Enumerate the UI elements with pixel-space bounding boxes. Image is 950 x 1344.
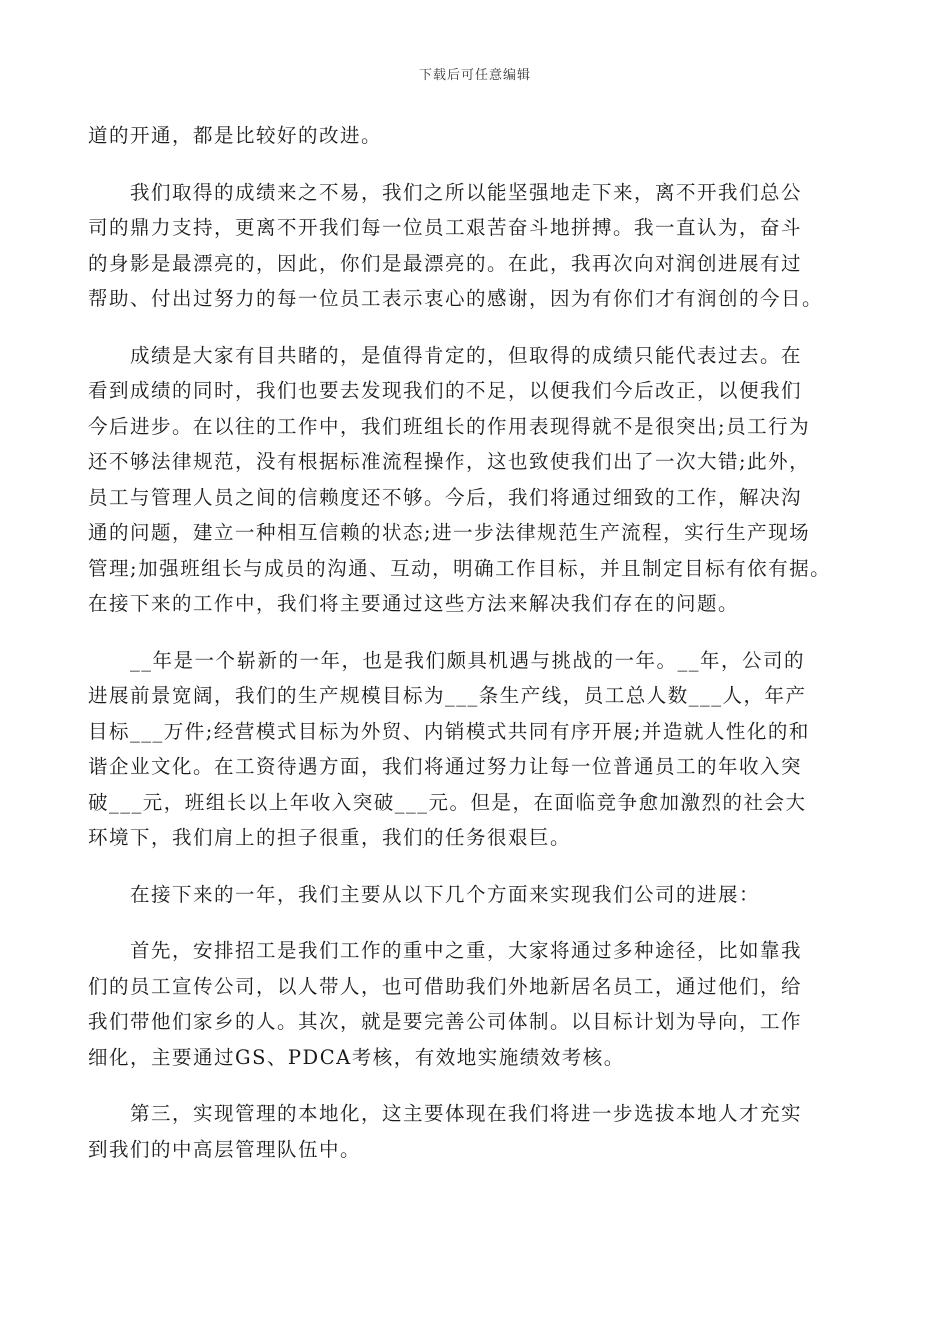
- document-body: [88, 118, 868, 1188]
- text-line: 员工与管理人员之间的信赖度还不够。今后，我们将通过细致的工作，解决沟: [88, 485, 803, 509]
- text-line: 的身影是最漂亮的，因此，你们是最漂亮的。在此，我再次向对润创进展有过: [88, 251, 803, 275]
- text-line: 目标___万件;经营模式目标为外贸、内销模式共同有序开展;并造就人性化的和: [88, 719, 810, 743]
- text-line: 们的员工宣传公司，以人带人，也可借助我们外地新居名员工，通过他们，给: [88, 974, 803, 998]
- text-line: 我们取得的成绩来之不易，我们之所以能坚强地走下来，离不开我们总公: [88, 180, 803, 204]
- text-line: 看到成绩的同时，我们也要去发现我们的不足，以便我们今后改正，以便我们: [88, 379, 803, 402]
- paragraph-1: [88, 118, 868, 154]
- text-line: 细化，主要通过GS、PDCA考核，有效地实施绩效考核。: [88, 1045, 625, 1069]
- text-line: 在接下来的工作中，我们将主要通过这些方法来解决我们存在的问题。: [88, 592, 740, 615]
- text-line: 到我们的中高层管理队伍中。: [88, 1137, 362, 1161]
- text-line: 谐企业文化。在工资待遇方面，我们将通过努力让每一位普通员工的年收入突: [88, 755, 803, 778]
- paragraph-4: [88, 643, 868, 856]
- paragraph-7: [88, 1096, 868, 1167]
- text-line: 管理;加强班组长与成员的沟通、互动，明确工作目标，并且制定目标有依有据。: [88, 556, 832, 580]
- text-line: 司的鼎力支持，更离不开我们每一位员工艰苦奋斗地拼搏。我一直认为，奋斗: [88, 216, 803, 239]
- paragraph-3: [88, 338, 868, 622]
- text-line: 第三，实现管理的本地化，这主要体现在我们将进一步选拔本地人才充实: [88, 1102, 803, 1125]
- text-line: __年是一个崭新的一年，也是我们颇具机遇与挑战的一年。__年，公司的: [88, 648, 806, 672]
- text-line: 道的开通，都是比较好的改进。: [88, 124, 383, 147]
- text-line: 今后进步。在以往的工作中，我们班组长的作用表现得就不是很突出;员工行为: [88, 414, 811, 438]
- paragraph-6: [88, 933, 868, 1075]
- text-line: 在接下来的一年，我们主要从以下几个方面来实现我们公司的进展：: [88, 882, 761, 906]
- paragraph-5: [88, 877, 868, 913]
- text-line: 帮助、付出过努力的每一位员工表示衷心的感谢，因为有你们才有润创的今日。: [88, 287, 824, 310]
- text-line: 环境下，我们肩上的担子很重，我们的任务很艰巨。: [88, 826, 572, 849]
- paragraph-2: [88, 175, 868, 317]
- text-line: 成绩是大家有目共睹的，是值得肯定的，但取得的成绩只能代表过去。在: [88, 343, 803, 367]
- text-line: 通的问题，建立一种相互信赖的状态;进一步法律规范生产流程，实行生产现场: [88, 521, 811, 544]
- text-line: 还不够法律规范，没有根据标准流程操作，这也致使我们出了一次大错;此外，: [88, 450, 811, 473]
- text-line: 进展前景宽阔，我们的生产规模目标为___条生产线，员工总人数___人，年产: [88, 684, 807, 707]
- text-line: 我们带他们家乡的人。其次，就是要完善公司体制。以目标计划为导向，工作: [88, 1010, 803, 1033]
- text-line: 破___元，班组长以上年收入突破___元。但是，在面临竞争愈加激烈的社会大: [88, 790, 807, 814]
- text-line: 首先，安排招工是我们工作的重中之重，大家将通过多种途径，比如靠我: [88, 939, 803, 962]
- page-header: 下载后可任意编辑: [418, 68, 531, 83]
